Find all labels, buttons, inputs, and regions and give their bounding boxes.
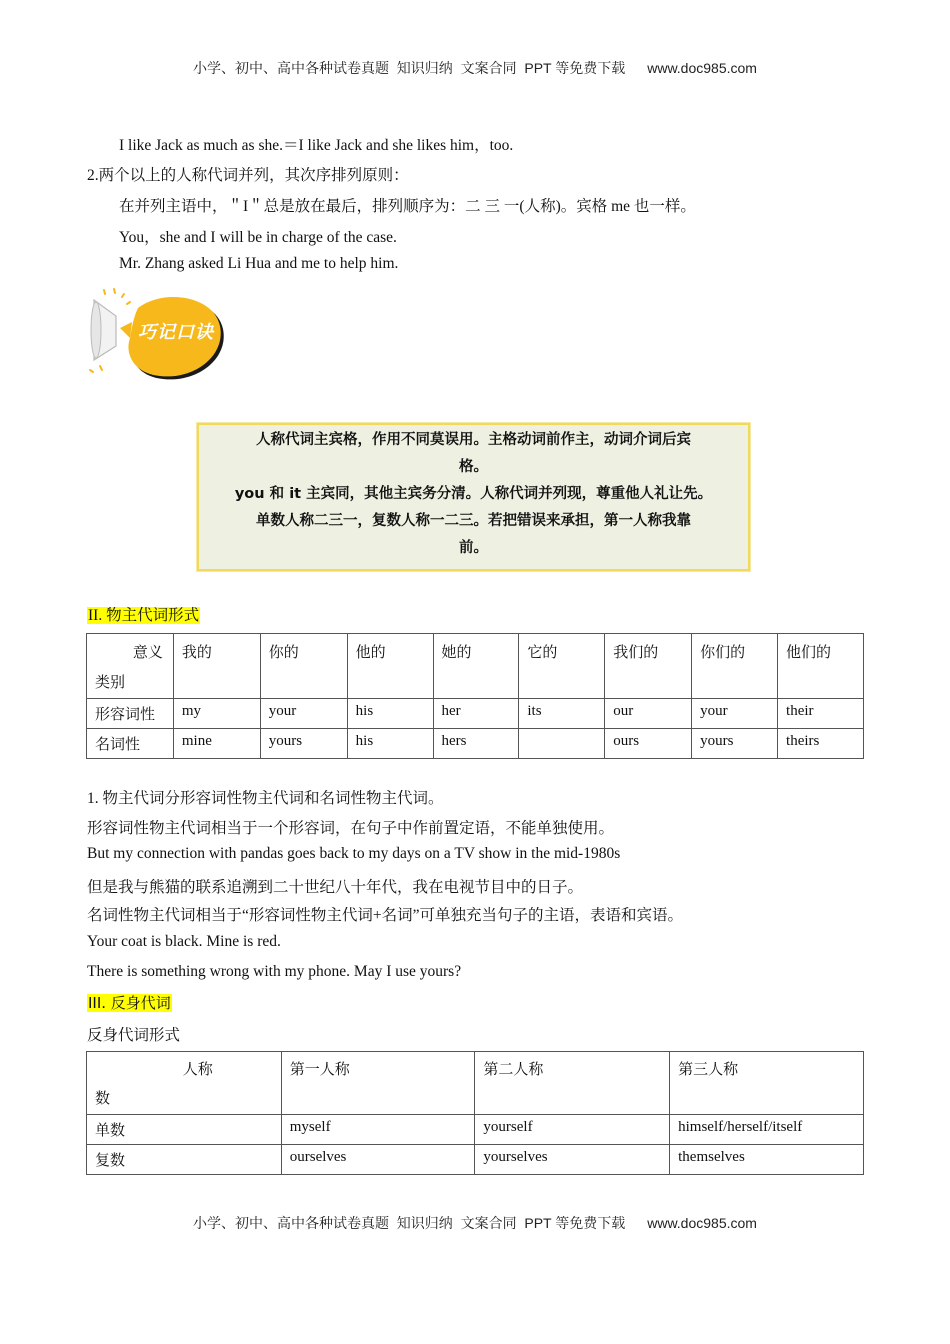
table-header-row (87, 634, 864, 699)
mnemonic-badge (86, 286, 226, 381)
header-cell: 你的 (260, 634, 347, 699)
table-cell: himself/herself/itself (670, 1115, 864, 1145)
header-cell: 我的 (173, 634, 260, 699)
table-row (87, 1115, 864, 1145)
page-header (0, 58, 950, 78)
row-label: 形容词性 (87, 699, 174, 729)
header-cell: 第二人称 (475, 1052, 670, 1115)
note-line: 形容词性物主代词相当于一个形容词，在句子中作前置定语，不能单独使用。 (87, 820, 615, 837)
subheading: 反身代词形式 (87, 1027, 181, 1044)
row-label: 名词性 (87, 729, 174, 759)
table-row (87, 729, 864, 759)
table-cell: our (605, 699, 692, 729)
example-sentence: I like Jack as much as she.＝I like Jack and she likes him，too. (119, 137, 514, 154)
table-row (87, 1145, 864, 1175)
footer-url[interactable]: www.doc985.com (647, 1215, 757, 1231)
verse-line: 人称代词主宾格，作用不同莫误用。主格动词前作主，动词介词后宾 (256, 432, 691, 448)
table-header-row (87, 1052, 864, 1115)
header-cell: 他们的 (778, 634, 864, 699)
note-line: 1. 物主代词分形容词性物主代词和名词性物主代词。 (87, 790, 444, 807)
badge-label: 巧记口诀 (138, 322, 214, 343)
header-cell: 第三人称 (670, 1052, 864, 1115)
verse-line: 前。 (459, 540, 488, 556)
header-cell: 第一人称 (281, 1052, 475, 1115)
table-cell: ourselves (281, 1145, 475, 1175)
section-heading: III. 反身代词 (88, 994, 171, 1012)
rule-heading: 2.两个以上的人称代词并列，其次序排列原则： (87, 167, 409, 184)
table-cell: its (519, 699, 605, 729)
table-cell: your (692, 699, 778, 729)
table-cell: his (347, 699, 433, 729)
header-cell: 你们的 (692, 634, 778, 699)
table-cell: yourself (475, 1115, 670, 1145)
example-sentence: You，she and I will be in charge of the case. (119, 229, 397, 246)
note-line: 名词性物主代词相当于“形容词性物主代词+名词”可单独充当句子的主语，表语和宾语。 (87, 907, 684, 924)
example-sentence: Mr. Zhang asked Li Hua and me to help him. (119, 255, 399, 272)
verse-line: 单数人称二三一，复数人称一二三。若把错误来承担，第一人称我靠 (256, 513, 691, 529)
example-sentence: There is something wrong with my phone. May I use yours? (87, 963, 462, 980)
header-cell: 我们的 (605, 634, 692, 699)
corner-cell: 意义 类别 (87, 634, 174, 699)
table-cell: his (347, 729, 433, 759)
table-cell: ours (605, 729, 692, 759)
rule-text: 在并列主语中，＂I＂总是放在最后，排列顺序为：二 三 一(人称)。宾格 me 也一样。 (119, 198, 696, 215)
header-text: 小学、初中、高中各种试卷真题 知识归纳 文案合同 PPT 等免费下载 (193, 60, 626, 76)
possessive-pronoun-table (86, 633, 864, 759)
header-url[interactable]: www.doc985.com (647, 60, 757, 76)
row-label: 单数 (87, 1115, 282, 1145)
header-cell: 它的 (519, 634, 605, 699)
header-cell: 她的 (433, 634, 519, 699)
reflexive-pronoun-table (86, 1051, 864, 1175)
table-cell: my (173, 699, 260, 729)
example-sentence: But my connection with pandas goes back to my days on a TV show in the mid-1980s (87, 845, 621, 862)
table-cell: her (433, 699, 519, 729)
table-cell: themselves (670, 1145, 864, 1175)
table-cell: theirs (778, 729, 864, 759)
table-cell: hers (433, 729, 519, 759)
table-cell (519, 729, 605, 759)
verse-line: 格。 (459, 459, 488, 475)
table-cell: yours (692, 729, 778, 759)
corner-cell: 人称 数 (87, 1052, 282, 1115)
example-sentence: Your coat is black. Mine is red. (87, 933, 281, 950)
footer-text: 小学、初中、高中各种试卷真题 知识归纳 文案合同 PPT 等免费下载 (193, 1215, 626, 1231)
table-cell: their (778, 699, 864, 729)
header-cell: 他的 (347, 634, 433, 699)
table-cell: mine (173, 729, 260, 759)
table-row (87, 699, 864, 729)
table-cell: your (260, 699, 347, 729)
page-footer (0, 1213, 950, 1233)
table-cell: yourselves (475, 1145, 670, 1175)
verse-line: you 和 it 主宾同，其他主宾务分清。人称代词并列现，尊重他人礼让先。 (234, 486, 713, 502)
table-cell: yours (260, 729, 347, 759)
row-label: 复数 (87, 1145, 282, 1175)
section-heading: II. 物主代词形式 (88, 607, 200, 624)
translation-line: 但是我与熊猫的联系追溯到二十世纪八十年代，我在电视节目中的日子。 (87, 879, 584, 896)
table-cell: myself (281, 1115, 475, 1145)
mnemonic-verse-box (197, 423, 750, 571)
